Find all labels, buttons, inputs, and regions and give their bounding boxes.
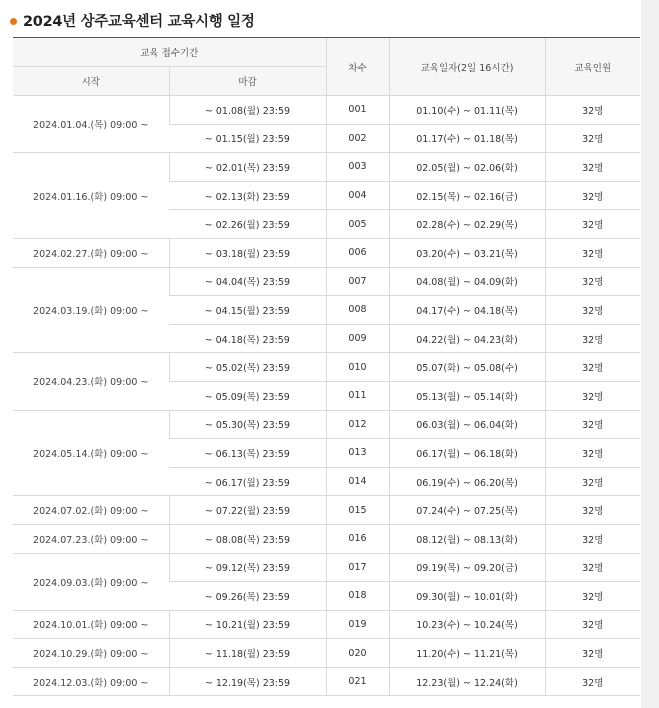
cell-round: 020: [326, 639, 389, 668]
cell-edu-dates: 11.20(수) ~ 11.21(목): [389, 639, 545, 668]
cell-capacity: 32명: [545, 553, 640, 582]
cell-deadline: ~ 07.22(월) 23:59: [169, 496, 326, 525]
cell-deadline: ~ 01.08(월) 23:59: [169, 96, 326, 125]
cell-round: 001: [326, 96, 389, 125]
cell-start: 2024.10.01.(화) 09:00 ~: [13, 610, 169, 639]
cell-round: 012: [326, 410, 389, 439]
cell-edu-dates: 04.08(월) ~ 04.09(화): [389, 267, 545, 296]
cell-capacity: 32명: [545, 610, 640, 639]
cell-capacity: 32명: [545, 153, 640, 182]
cell-edu-dates: 06.17(월) ~ 06.18(화): [389, 439, 545, 468]
bullet-icon: [10, 18, 17, 25]
table-row: [13, 238, 640, 267]
table-row: [13, 267, 640, 296]
cell-deadline: ~ 05.02(목) 23:59: [169, 353, 326, 382]
header-capacity: 교육인원: [545, 38, 640, 96]
cell-capacity: 32명: [545, 439, 640, 468]
cell-capacity: 32명: [545, 238, 640, 267]
table-row: [13, 639, 640, 668]
cell-edu-dates: 02.05(월) ~ 02.06(화): [389, 153, 545, 182]
cell-start: 2024.04.23.(화) 09:00 ~: [13, 353, 169, 410]
table-row: [13, 553, 640, 582]
cell-deadline: ~ 09.12(목) 23:59: [169, 553, 326, 582]
cell-start: 2024.09.03.(화) 09:00 ~: [13, 553, 169, 610]
cell-round: 013: [326, 439, 389, 468]
cell-edu-dates: 04.17(수) ~ 04.18(목): [389, 296, 545, 325]
cell-edu-dates: 01.10(수) ~ 01.11(목): [389, 96, 545, 125]
cell-edu-dates: 05.07(화) ~ 05.08(수): [389, 353, 545, 382]
cell-round: 006: [326, 238, 389, 267]
cell-capacity: 32명: [545, 124, 640, 153]
cell-capacity: 32명: [545, 639, 640, 668]
cell-deadline: ~ 02.13(화) 23:59: [169, 181, 326, 210]
cell-edu-dates: 08.12(월) ~ 08.13(화): [389, 524, 545, 553]
cell-deadline: ~ 04.04(목) 23:59: [169, 267, 326, 296]
cell-round: 021: [326, 667, 389, 696]
cell-capacity: 32명: [545, 667, 640, 696]
cell-capacity: 32명: [545, 410, 640, 439]
cell-edu-dates: 06.03(월) ~ 06.04(화): [389, 410, 545, 439]
table-row: [13, 353, 640, 382]
cell-round: 002: [326, 124, 389, 153]
cell-edu-dates: 06.19(수) ~ 06.20(목): [389, 467, 545, 496]
cell-edu-dates: 02.15(목) ~ 02.16(금): [389, 181, 545, 210]
cell-edu-dates: 09.19(목) ~ 09.20(금): [389, 553, 545, 582]
table-row: [13, 610, 640, 639]
cell-round: 018: [326, 582, 389, 611]
cell-start: 2024.03.19.(화) 09:00 ~: [13, 267, 169, 353]
page-title: [10, 10, 255, 30]
cell-round: 015: [326, 496, 389, 525]
cell-capacity: 32명: [545, 267, 640, 296]
cell-round: 008: [326, 296, 389, 325]
cell-capacity: 32명: [545, 524, 640, 553]
table-row: [13, 96, 640, 125]
cell-deadline: ~ 05.30(목) 23:59: [169, 410, 326, 439]
header-edu-dates: 교육일자(2일 16시간): [389, 38, 545, 96]
cell-round: 019: [326, 610, 389, 639]
cell-start: 2024.02.27.(화) 09:00 ~: [13, 238, 169, 267]
header-round: 차수: [326, 38, 389, 96]
cell-edu-dates: 10.23(수) ~ 10.24(목): [389, 610, 545, 639]
cell-edu-dates: 01.17(수) ~ 01.18(목): [389, 124, 545, 153]
cell-edu-dates: 04.22(월) ~ 04.23(화): [389, 324, 545, 353]
header-deadline: 마감: [169, 67, 326, 96]
cell-round: 011: [326, 381, 389, 410]
cell-deadline: ~ 01.15(월) 23:59: [169, 124, 326, 153]
cell-capacity: 32명: [545, 96, 640, 125]
cell-round: 017: [326, 553, 389, 582]
cell-edu-dates: 07.24(수) ~ 07.25(목): [389, 496, 545, 525]
table-row: [13, 667, 640, 696]
cell-start: 2024.07.23.(화) 09:00 ~: [13, 524, 169, 553]
cell-round: 010: [326, 353, 389, 382]
cell-round: 009: [326, 324, 389, 353]
schedule-table: [13, 37, 640, 696]
cell-capacity: 32명: [545, 181, 640, 210]
table-row: [13, 524, 640, 553]
cell-start: 2024.01.04.(목) 09:00 ~: [13, 96, 169, 153]
cell-start: 2024.01.16.(화) 09:00 ~: [13, 153, 169, 239]
cell-round: 005: [326, 210, 389, 239]
cell-deadline: ~ 05.09(목) 23:59: [169, 381, 326, 410]
cell-start: 2024.07.02.(화) 09:00 ~: [13, 496, 169, 525]
cell-deadline: ~ 04.15(월) 23:59: [169, 296, 326, 325]
header-reception-period: 교육 접수기간: [13, 38, 326, 67]
cell-round: 016: [326, 524, 389, 553]
cell-deadline: ~ 11.18(월) 23:59: [169, 639, 326, 668]
cell-deadline: ~ 09.26(목) 23:59: [169, 582, 326, 611]
cell-capacity: 32명: [545, 381, 640, 410]
cell-start: 2024.12.03.(화) 09:00 ~: [13, 667, 169, 696]
table-row: [13, 410, 640, 439]
cell-edu-dates: 02.28(수) ~ 02.29(목): [389, 210, 545, 239]
cell-edu-dates: 03.20(수) ~ 03.21(목): [389, 238, 545, 267]
cell-round: 014: [326, 467, 389, 496]
cell-start: 2024.05.14.(화) 09:00 ~: [13, 410, 169, 496]
header-start: 시작: [13, 67, 169, 96]
cell-capacity: 32명: [545, 582, 640, 611]
cell-round: 007: [326, 267, 389, 296]
cell-deadline: ~ 04.18(목) 23:59: [169, 324, 326, 353]
cell-capacity: 32명: [545, 296, 640, 325]
table-header: [13, 38, 640, 96]
cell-capacity: 32명: [545, 324, 640, 353]
cell-edu-dates: 09.30(월) ~ 10.01(화): [389, 582, 545, 611]
table-body: [13, 96, 640, 696]
cell-deadline: ~ 02.01(목) 23:59: [169, 153, 326, 182]
cell-deadline: ~ 06.13(목) 23:59: [169, 439, 326, 468]
page-title-text: 2024년 상주교육센터 교육시행 일정: [23, 13, 255, 30]
cell-capacity: 32명: [545, 353, 640, 382]
cell-deadline: ~ 10.21(월) 23:59: [169, 610, 326, 639]
cell-start: 2024.10.29.(화) 09:00 ~: [13, 639, 169, 668]
cell-deadline: ~ 02.26(월) 23:59: [169, 210, 326, 239]
cell-deadline: ~ 08.08(목) 23:59: [169, 524, 326, 553]
cell-round: 003: [326, 153, 389, 182]
cell-round: 004: [326, 181, 389, 210]
cell-capacity: 32명: [545, 496, 640, 525]
table-row: [13, 153, 640, 182]
cell-deadline: ~ 12.19(목) 23:59: [169, 667, 326, 696]
cell-edu-dates: 05.13(월) ~ 05.14(화): [389, 381, 545, 410]
cell-capacity: 32명: [545, 210, 640, 239]
cell-edu-dates: 12.23(월) ~ 12.24(화): [389, 667, 545, 696]
cell-deadline: ~ 06.17(월) 23:59: [169, 467, 326, 496]
cell-deadline: ~ 03.18(월) 23:59: [169, 238, 326, 267]
cell-capacity: 32명: [545, 467, 640, 496]
table-row: [13, 496, 640, 525]
